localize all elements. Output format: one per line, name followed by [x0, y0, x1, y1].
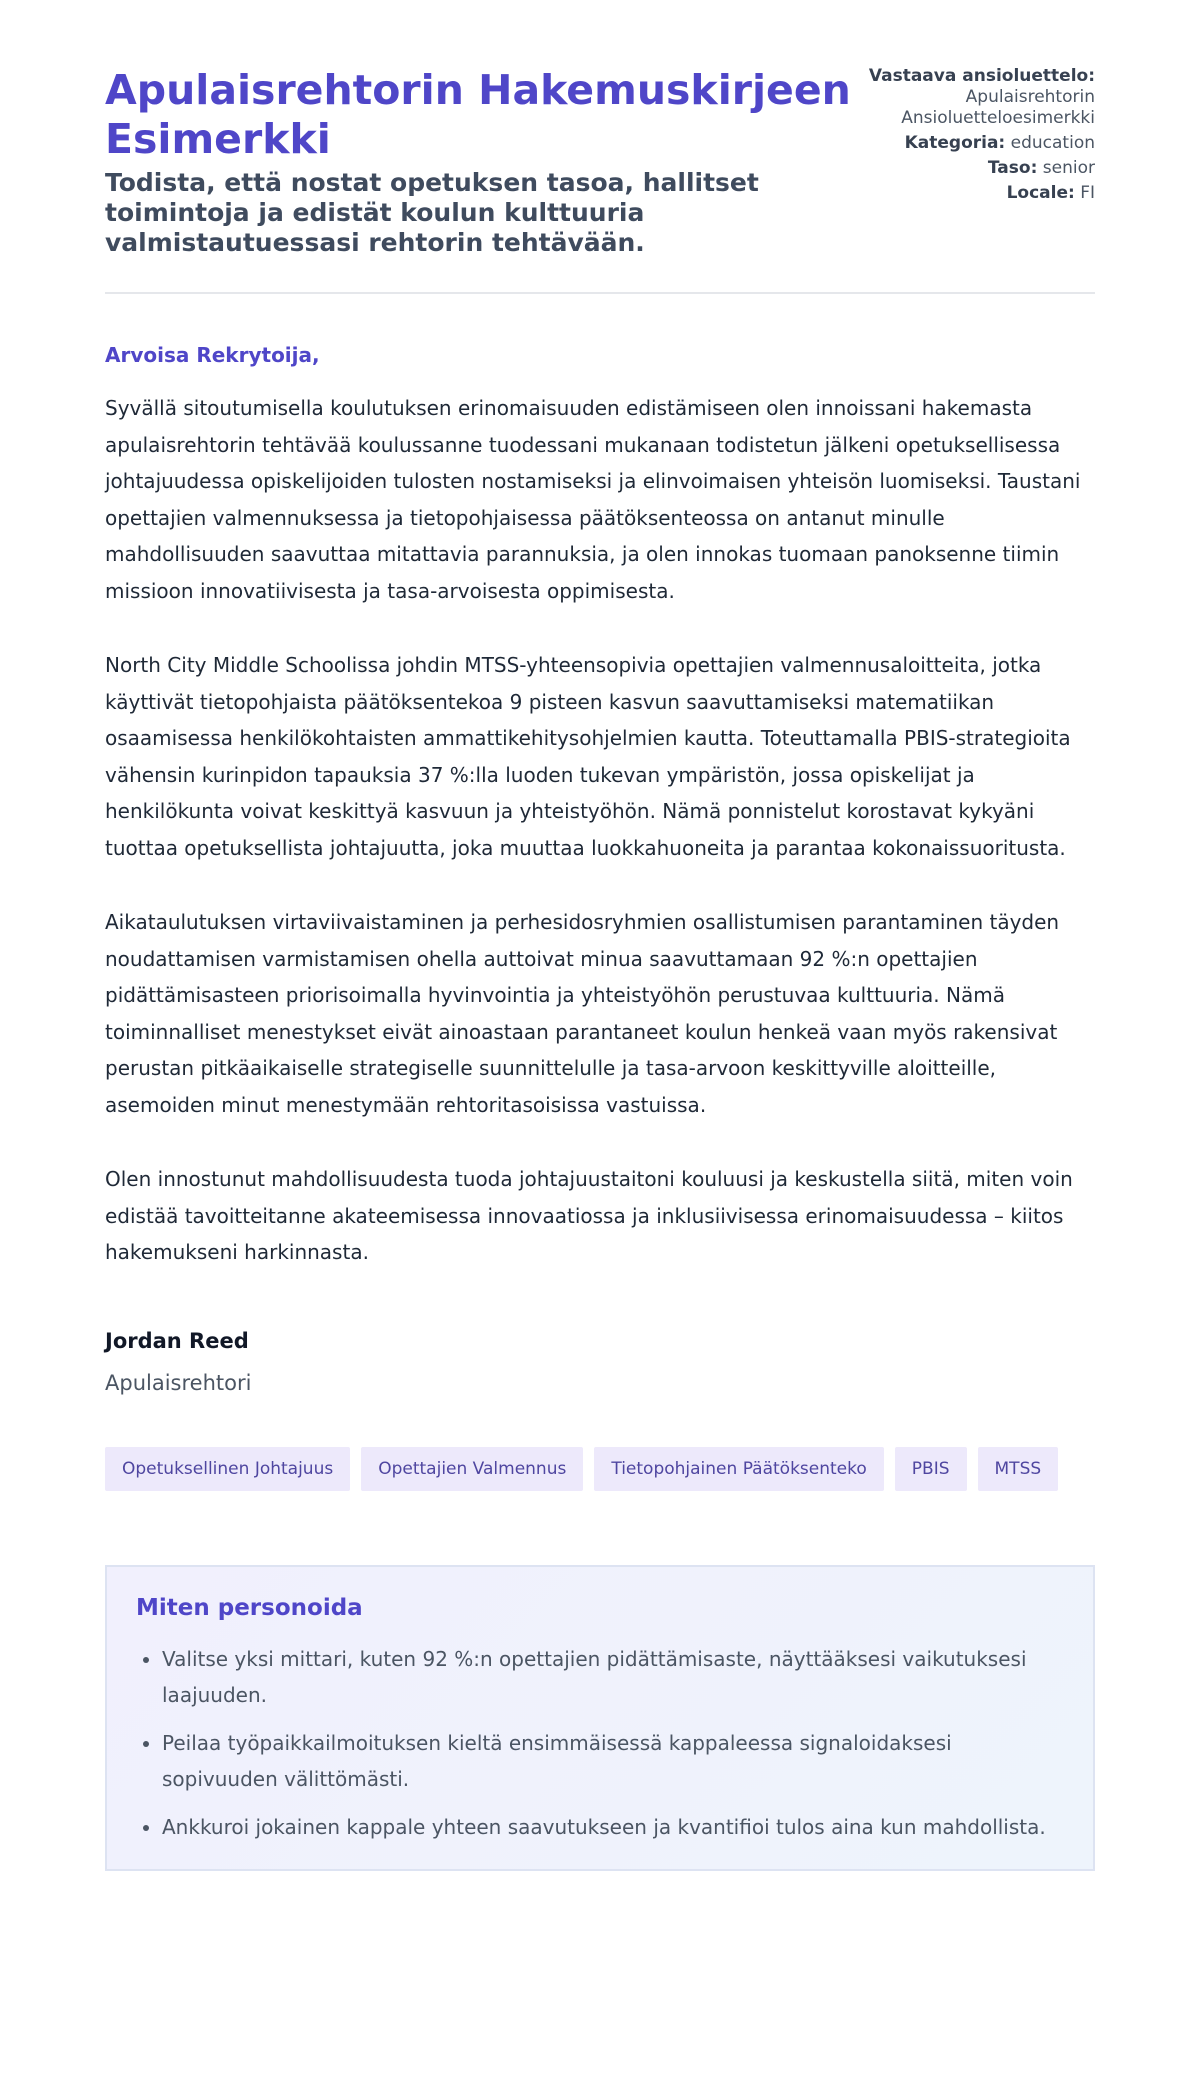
- tip-item: • Valitse yksi mittari, kuten 92 %:n opettajien pidättämisaste, näyttääksesi vaikutuksesi laajuuden.: [162, 1641, 1064, 1713]
- page-subtitle: Todista, että nostat opetuksen tasoa, hallitset toimintoja ja edistät koulun kulttuuria valmistautuessasi rehtorin tehtävään.: [105, 168, 759, 257]
- meta-resume-link[interactable]: Apulaisrehtorin Ansioluetteloesimerkki: [901, 87, 1095, 128]
- salutation: Arvoisa Rekrytoija,: [105, 343, 320, 367]
- meta-locale: [865, 183, 1095, 204]
- signature-role: Apulaisrehtori: [105, 1370, 252, 1395]
- meta-resume-label: Vastaava ansioluettelo:: [868, 66, 1095, 86]
- skill-tag[interactable]: MTSS: [978, 1447, 1059, 1491]
- cover-letter-page: [105, 0, 1095, 1871]
- skill-tag[interactable]: Opettajien Valmennus: [361, 1447, 583, 1491]
- letter-body: [105, 342, 1095, 1397]
- meta-resume: [865, 66, 1095, 129]
- meta-locale-label: Locale:: [1006, 183, 1075, 203]
- meta-level-value: senior: [1042, 158, 1095, 178]
- meta-panel: [865, 66, 1095, 208]
- page-title: Apulaisrehtorin Hakemuskirjeen Esimerkki: [105, 66, 851, 163]
- meta-category-label: Kategoria:: [904, 133, 1006, 153]
- skill-tags: [105, 1447, 1095, 1491]
- letter-paragraph: North City Middle Schoolissa johdin MTSS-yhteensopivia opettajien valmennusaloitteita, jotka käyttivät tietopohjaista päätöksentekoa 9 pisteen kasvun saavuttamiseksi matematiikan osaamisessa henkilökohtaisten ammattikehitysohjelmien kautta. Toteuttamalla PBIS-strategioita vähensin kurinpidon tapauksia 37 %:lla luoden tukevan ympäristön, jossa opiskelijat ja henkilökunta voivat keskittyä kasvuun ja yhteistyöhön. Nämä ponnistelut korostavat kykyäni tuottaa opetuksellista johtajuutta, joka muuttaa luokkahuoneita ja parantaa kokonaissuoritusta.: [105, 653, 1071, 860]
- meta-level-label: Taso:: [987, 158, 1038, 178]
- tips-title: Miten personoida: [136, 1594, 363, 1621]
- tip-item: • Peilaa työpaikkailmoituksen kieltä ensimmäisessä kappaleessa signaloidaksesi sopivuuden välittömästi.: [162, 1725, 1064, 1797]
- personalization-tips: [105, 1565, 1095, 1871]
- letter-paragraph: Aikataulutuksen virtaviivaistaminen ja perhesidosryhmien osallistumisen parantaminen täyden noudattamisen varmistamisen ohella auttoivat minua saavuttamaan 92 %:n opettajien pidättämisasteen priorisoimalla hyvinvointia ja yhteistyöhön perustuvaa kulttuuria. Nämä toiminnalliset menestykset eivät ainoastaan parantaneet koulun henkeä vaan myös rakensivat perustan pitkäaikaiselle strategiselle suunnittelulle ja tasa-arvoon keskittyville aloitteille, asemoiden minut menestymään rehtoritasoisissa vastuissa.: [105, 910, 1060, 1117]
- page-header: [105, 66, 1095, 294]
- letter-paragraphs: [105, 390, 1095, 1271]
- signature-name: Jordan Reed: [105, 1328, 249, 1353]
- signature: [105, 1327, 1095, 1397]
- title-block: [105, 66, 865, 258]
- letter-paragraph: Olen innostunut mahdollisuudesta tuoda johtajuustaitoni kouluusi ja keskustella siitä, miten voin edistää tavoitteitanne akateemisessa innovaatiossa ja inklusiivisessa erinomaisuudessa – kiitos hakemukseni harkinnasta.: [105, 1167, 1073, 1264]
- skill-tag[interactable]: Tietopohjainen Päätöksenteko: [594, 1447, 883, 1491]
- tips-list: [136, 1641, 1064, 1845]
- tip-item: • Ankkuroi jokainen kappale yhteen saavutukseen ja kvantifioi tulos aina kun mahdollista.: [162, 1809, 1064, 1845]
- meta-level: [865, 158, 1095, 179]
- meta-category-value: education: [1010, 133, 1095, 153]
- letter-paragraph: Syvällä sitoutumisella koulutuksen erinomaisuuden edistämiseen olen innoissani hakemasta apulaisrehtorin tehtävää koulussanne tuodessani mukanaan todistetun jälkeni opetuksellisessa johtajuudessa opiskelijoiden tulosten nostamiseksi ja elinvoimaisen yhteisön luomiseksi. Taustani opettajien valmennuksessa ja tietopohjaisessa päätöksenteossa on antanut minulle mahdollisuuden saavuttaa mitattavia parannuksia, ja olen innokas tuomaan panoksenne tiimin missioon innovatiivisesta ja tasa-arvoisesta oppimisesta.: [105, 396, 1081, 603]
- skill-tag[interactable]: PBIS: [895, 1447, 967, 1491]
- meta-category: [865, 133, 1095, 154]
- skill-tag[interactable]: Opetuksellinen Johtajuus: [105, 1447, 350, 1491]
- meta-locale-value: FI: [1080, 183, 1095, 203]
